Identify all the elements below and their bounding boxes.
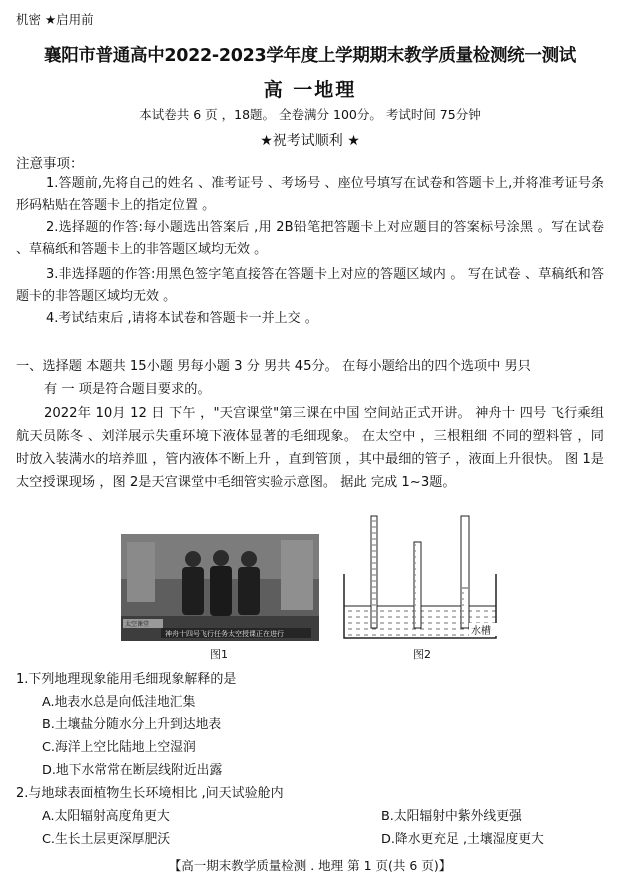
space-class-photo-image [121, 534, 319, 641]
question-1-option-b: B.土壤盐分随水分上升到达地表 [42, 717, 222, 732]
question-2-option-a: A.太阳辐射高度角更大 [42, 809, 170, 824]
notice-title: 注意事项： [16, 156, 84, 172]
section-heading-line2: 有 一 项是符合题目要求的。 [44, 382, 211, 397]
exam-title: 襄阳市普通高中2022-2023学年度上学期期末教学质量检测统一测试 [44, 46, 576, 66]
water-tank-label: 水槽 [471, 626, 491, 637]
question-1-stem: 1.下列地理现象能用毛细现象解释的是 [16, 672, 237, 687]
photo-banner-text: 神舟十四号飞行任务太空授课正在进行 [165, 630, 284, 638]
question-2-stem: 2.与地球表面植物生长环境相比 ,问天试验舱内 [16, 786, 284, 801]
question-2-option-c: C.生长土层更深厚肥沃 [42, 832, 171, 847]
passage-context: 2022年 10月 12 日 下午 ，"天宫课堂"第三课在中国 空间站正式开讲。 神舟十 四号 飞行乘组航天员陈冬 、刘洋展示失重环境下液体显著的毛细现象。 在太空中 ，三根粗细 不同的塑料管 ，同时放入装满水的培养皿 ，管内液体不断上升 ，直到管顶 ，其中最细的管子 ，液面上升很快。 图 1是太空授课现场 ，图 2是天宫课堂中毛细管实验示意图。 据此 完成 1~3题。 [16, 406, 604, 490]
exam-info: 本试卷共 6 页 ，18题。 全卷满分 100分。 考试时间 75分钟 [139, 107, 481, 122]
photo-corner-text: 太空课堂 [125, 621, 150, 628]
figure-2-capillary-diagram [340, 512, 500, 642]
figure-2-label: 图2 [413, 648, 431, 661]
section-heading-line1: 一、选择题 本题共 15小题 男每小题 3 分 男共 45分。 在每小题给出的四个选项中 男只 [16, 359, 531, 374]
page-footer: 【高一期末教学质量检测 . 地理 第 1 页(共 6 页)】 [168, 858, 452, 873]
notice-item-2: 2.选择题的作答:每小题选出答案后 ,用 2B铅笔把答题卡上对应题目的答案标号涂黑 。写在试卷 、草稿纸和答题卡上的非答题区域均无效 。 [16, 220, 604, 257]
notice-item-1: 1.答题前,先将自己的姓名 、准考证号 、考场号 、座位号填写在试卷和答题卡上,并将准考证号条形码粘贴在答题卡上的指定位置 。 [16, 176, 604, 213]
question-1-option-c: C.海洋上空比陆地上空湿润 [42, 740, 196, 755]
good-luck-line: ★祝考试顺利 ★ [260, 133, 360, 149]
notice-item-4: 4.考试结束后 ,请将本试卷和答题卡一并上交 。 [46, 311, 318, 326]
question-1-option-a: A.地表水总是向低洼地汇集 [42, 695, 196, 710]
confidential-label: 机密 ★启用前 [16, 12, 94, 27]
section-heading [16, 355, 604, 401]
question-1-option-d: D.地下水常常在断层线附近出露 [42, 763, 223, 778]
question-2-option-b: B.太阳辐射中紫外线更强 [381, 809, 522, 824]
figure-1-photo [121, 534, 319, 641]
figure-1-label: 图1 [210, 648, 228, 661]
subject-title: 高 一地理 [263, 79, 357, 101]
question-2-option-d: D.降水更充足 ,土壤湿度更大 [381, 832, 544, 847]
notice-item-3: 3.非选择题的作答:用黑色签字笔直接答在答题卡上对应的答题区域内 。 写在试卷 、草稿纸和答题卡的非答题区域均无效 。 [16, 267, 604, 304]
